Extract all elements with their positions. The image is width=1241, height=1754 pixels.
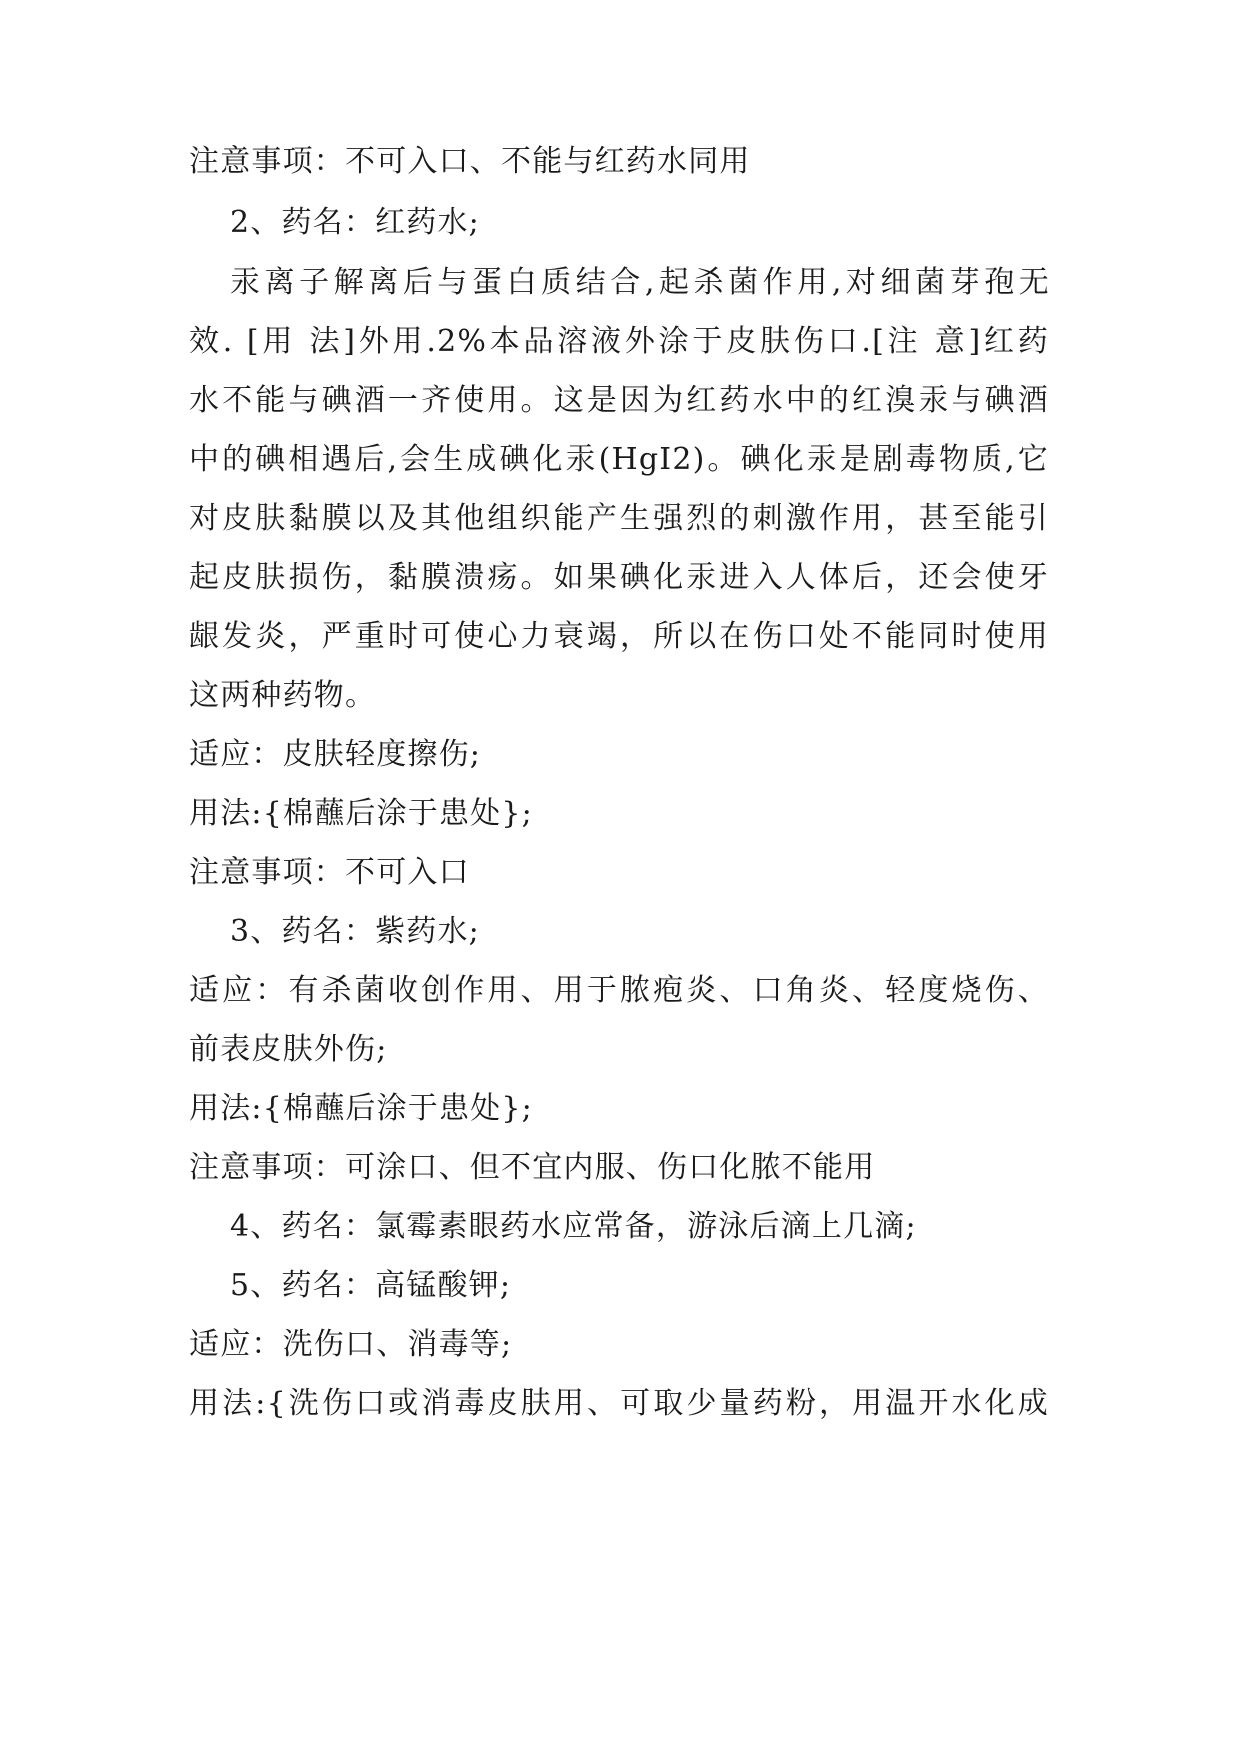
usage-line: 用法:{棉蘸后涂于患处}; [189, 796, 533, 831]
body-text-line: 起皮肤损伤，黏膜溃疡。如果碘化汞进入人体后，还会使牙 [189, 560, 1049, 595]
body-text-line: 龈发炎，严重时可使心力衰竭，所以在伤口处不能同时使用 [189, 619, 1049, 654]
precautions-line: 注意事项：可涂口、但不宜内服、伤口化脓不能用 [189, 1150, 876, 1185]
drug-name-heading-4: 4、药名：氯霉素眼药水应常备，游泳后滴上几滴; [230, 1209, 917, 1244]
body-text-line: 汞离子解离后与蛋白质结合,起杀菌作用,对细菌芽孢无 [230, 265, 1050, 300]
drug-name-heading-2: 2、药名：红药水; [230, 205, 480, 240]
drug-name-heading-5: 5、药名：高锰酸钾; [230, 1268, 512, 1303]
indication-continuation-line: 前表皮肤外伤; [189, 1032, 388, 1067]
body-text-line: 中的碘相遇后,会生成碘化汞(HgI2)。碘化汞是剧毒物质,它 [189, 442, 1049, 477]
indication-line: 适应：有杀菌收创作用、用于脓疱炎、口角炎、轻度烧伤、 [189, 973, 1049, 1008]
precautions-line: 注意事项：不可入口 [189, 855, 470, 890]
body-text-line: 这两种药物。 [189, 678, 377, 713]
body-text-line: 水不能与碘酒一齐使用。这是因为红药水中的红溴汞与碘酒 [189, 383, 1049, 418]
usage-line: 用法:{洗伤口或消毒皮肤用、可取少量药粉，用温开水化成 [189, 1386, 1049, 1421]
indication-line: 适应：皮肤轻度擦伤; [189, 737, 482, 772]
precautions-line: 注意事项：不可入口、不能与红药水同用 [189, 144, 751, 179]
indication-line: 适应：洗伤口、消毒等; [189, 1327, 513, 1362]
usage-line: 用法:{棉蘸后涂于患处}; [189, 1091, 533, 1126]
drug-name-heading-3: 3、药名：紫药水; [230, 914, 480, 949]
body-text-line: 对皮肤黏膜以及其他组织能产生强烈的刺激作用，甚至能引 [189, 501, 1049, 536]
body-text-line: 效. [用 法]外用.2%本品溶液外涂于皮肤伤口.[注 意]红药 [189, 324, 1049, 359]
